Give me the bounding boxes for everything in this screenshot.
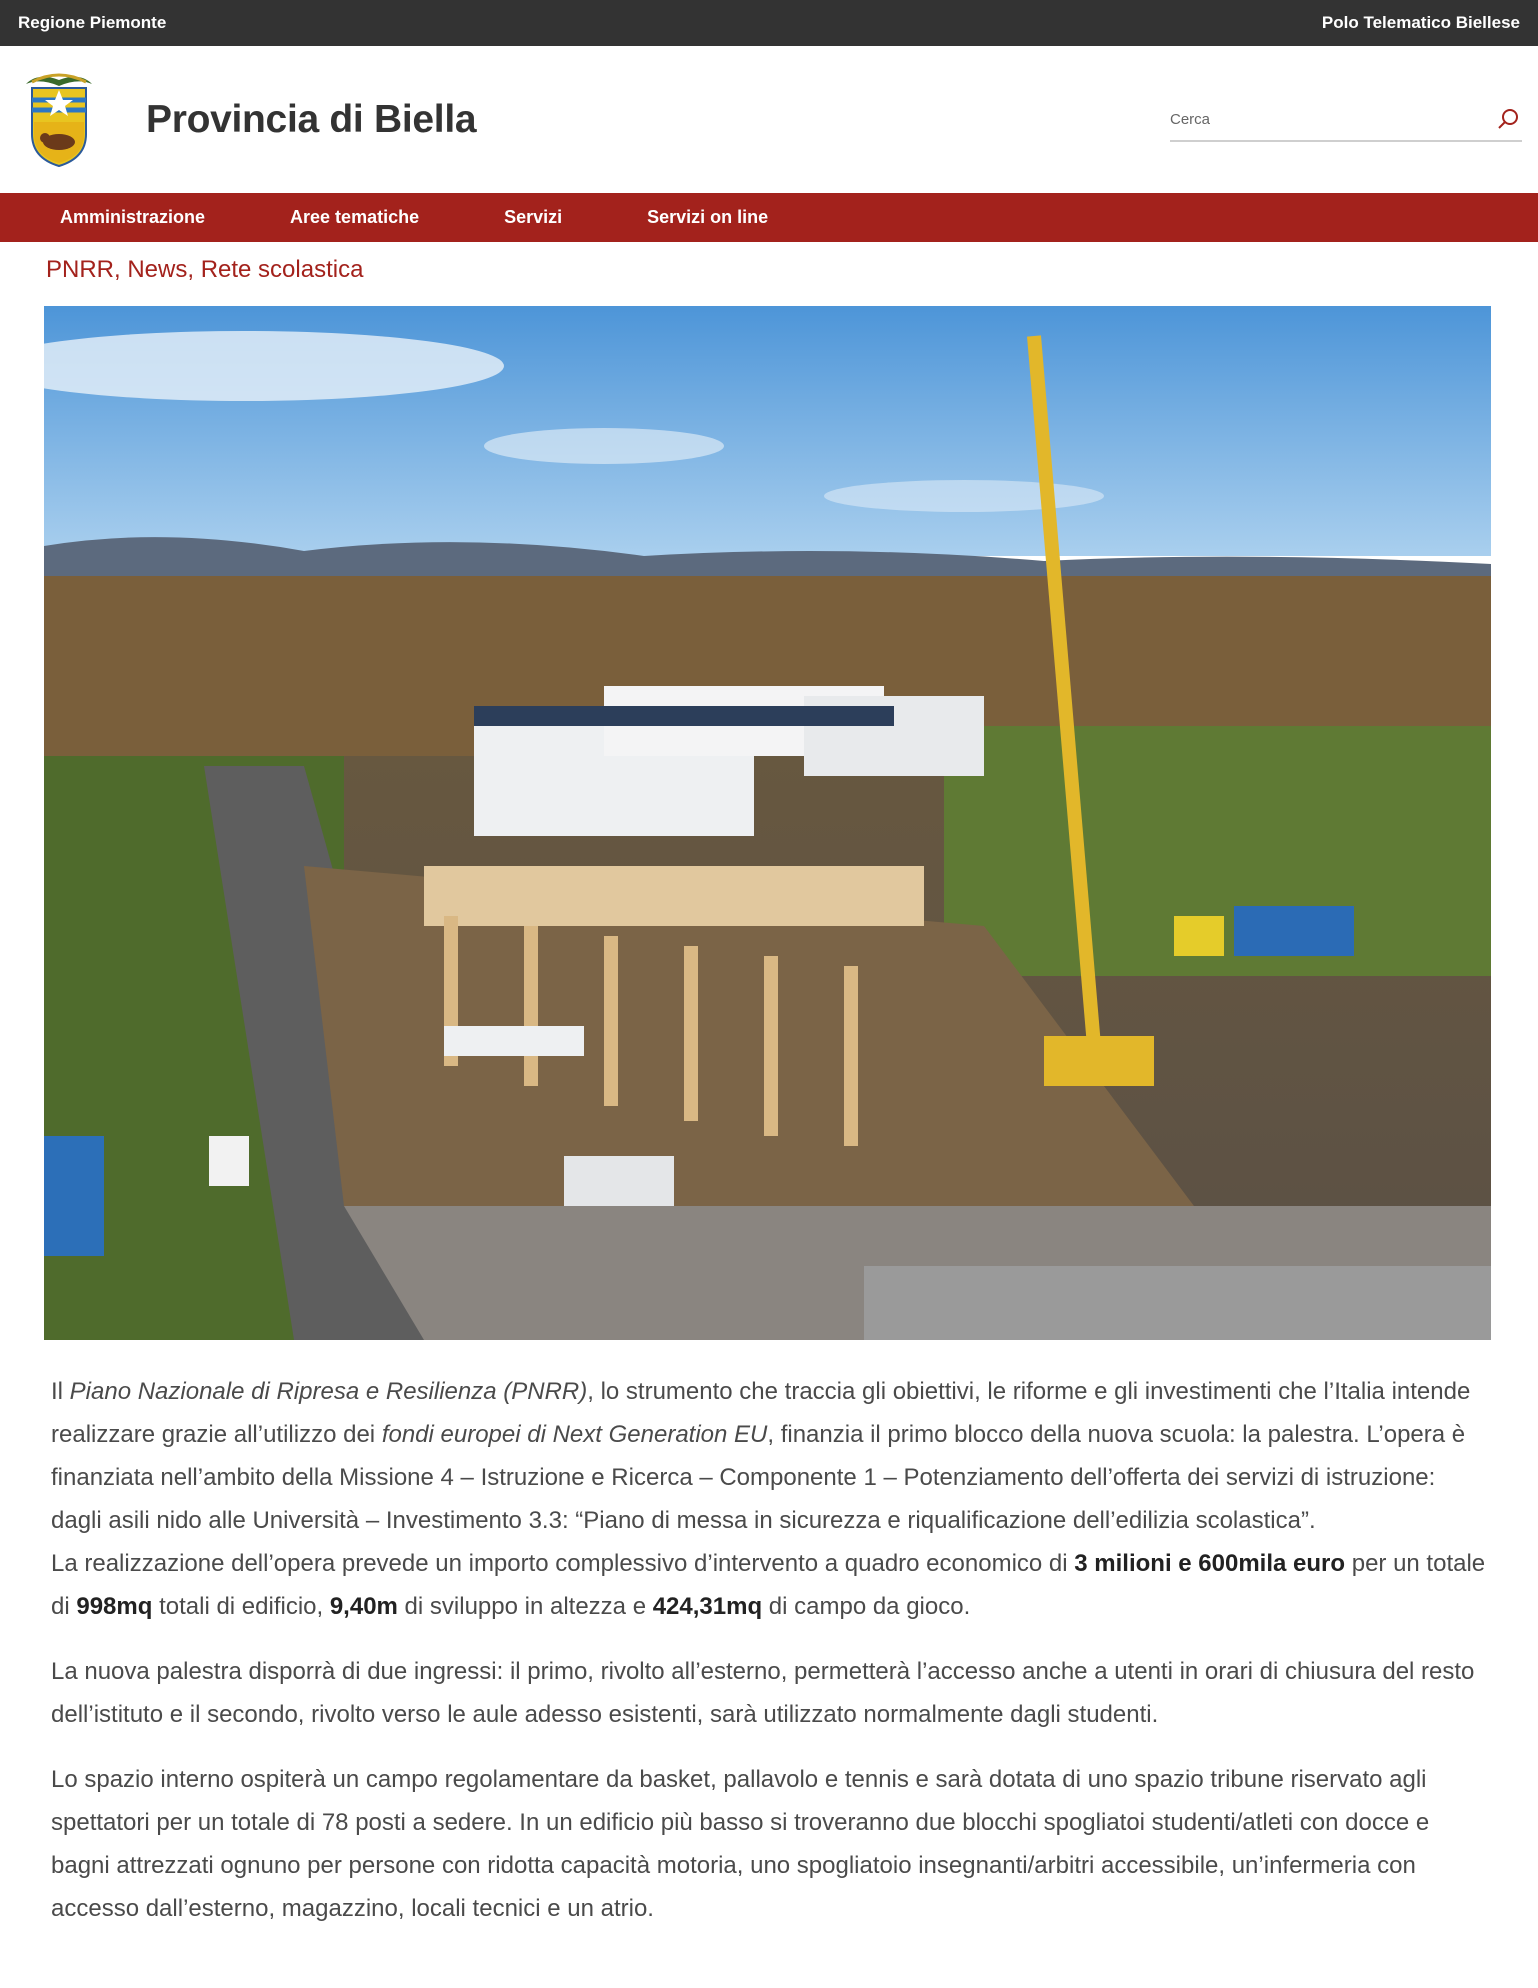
text-span: di sviluppo in altezza e [397, 1593, 653, 1620]
area-bold: 998mq [76, 1593, 153, 1620]
search-icon[interactable] [1496, 106, 1522, 132]
article-paragraph-1 [51, 1370, 1491, 1628]
text-span: , finanzia il primo blocco della nuova scuola: la palestra. L’opera è finanziata nell’ambito della Missione 4 – Istruzione e Ricerca – Componente 1 – Potenziamento dell’offerta dei servizi di istruzione: dagli asili nido alle Università – Investimento 3.3: “Piano di messa in sicurezza e riqualificazione dell’edilizia scolastica”. [51, 1421, 1466, 1534]
hero-photo-construction-site [44, 306, 1491, 1340]
article-paragraph-2: La nuova palestra disporrà di due ingressi: il primo, rivolto all’esterno, permetterà l’accesso anche a utenti in orari di chiusura del resto dell’istituto e il secondo, rivolto verso le aule adesso esistenti, sarà utilizzato normalmente dagli studenti. [51, 1658, 1475, 1728]
text-span: per un totale di [51, 1550, 1486, 1620]
search-box [1170, 98, 1522, 142]
nav-item-amministrazione[interactable]: Amministrazione [60, 207, 206, 227]
text-span: , lo strumento che traccia gli obiettivi, le riforme e gli investimenti che l’Italia intende realizzare grazie all’utilizzo dei [51, 1378, 1471, 1448]
nav-item-aree-tematiche[interactable]: Aree tematiche [290, 207, 420, 227]
text-span: totali di edificio, [152, 1593, 330, 1620]
construction-photo [44, 306, 1491, 1340]
text-span: di campo da gioco. [762, 1593, 971, 1620]
site-header [0, 46, 1538, 193]
amount-bold: 3 milioni e 600mila euro [1074, 1550, 1346, 1577]
nav-item-servizi[interactable]: Servizi [504, 207, 563, 227]
search-input[interactable] [1170, 111, 1496, 128]
field-area-bold: 424,31mq [652, 1593, 763, 1620]
article-paragraph-3: Lo spazio interno ospiterà un campo regolamentare da basket, pallavolo e tennis e sarà dotata di uno spazio tribune riservato agli spettatori per un totale di 78 posti a sedere. In un edificio più basso si troveranno due blocchi spogliatoi studenti/atleti con docce e bagni attrezzati ognuno per persone con ridotta capacità motoria, uno spogliatoio insegnanti/arbitri accessibile, un’infermeria con accesso dall’esterno, magazzino, locali tecnici e un atrio. [51, 1766, 1430, 1922]
article-categories[interactable]: PNRR, News, Rete scolastica [46, 256, 364, 283]
regione-link[interactable]: Regione Piemonte [18, 13, 167, 32]
pnrr-italic: Piano Nazionale di Ripresa e Resilienza (PNRR) [69, 1378, 588, 1405]
nav-item-servizi-online[interactable]: Servizi on line [647, 207, 769, 227]
polo-telematico-link[interactable]: Polo Telematico Biellese [1321, 13, 1520, 32]
article-body [51, 1370, 1491, 1952]
text-span: La realizzazione dell’opera prevede un importo complessivo d’intervento a quadro economico di [51, 1550, 1075, 1577]
coat-of-arms-logo[interactable] [18, 70, 100, 170]
main-nav [0, 193, 1538, 242]
site-title[interactable]: Provincia di Biella [146, 97, 477, 141]
text-span: Il [51, 1378, 70, 1405]
top-bar [0, 0, 1538, 46]
height-bold: 9,40m [329, 1593, 398, 1620]
ngeu-italic: fondi europei di Next Generation EU [381, 1421, 768, 1448]
